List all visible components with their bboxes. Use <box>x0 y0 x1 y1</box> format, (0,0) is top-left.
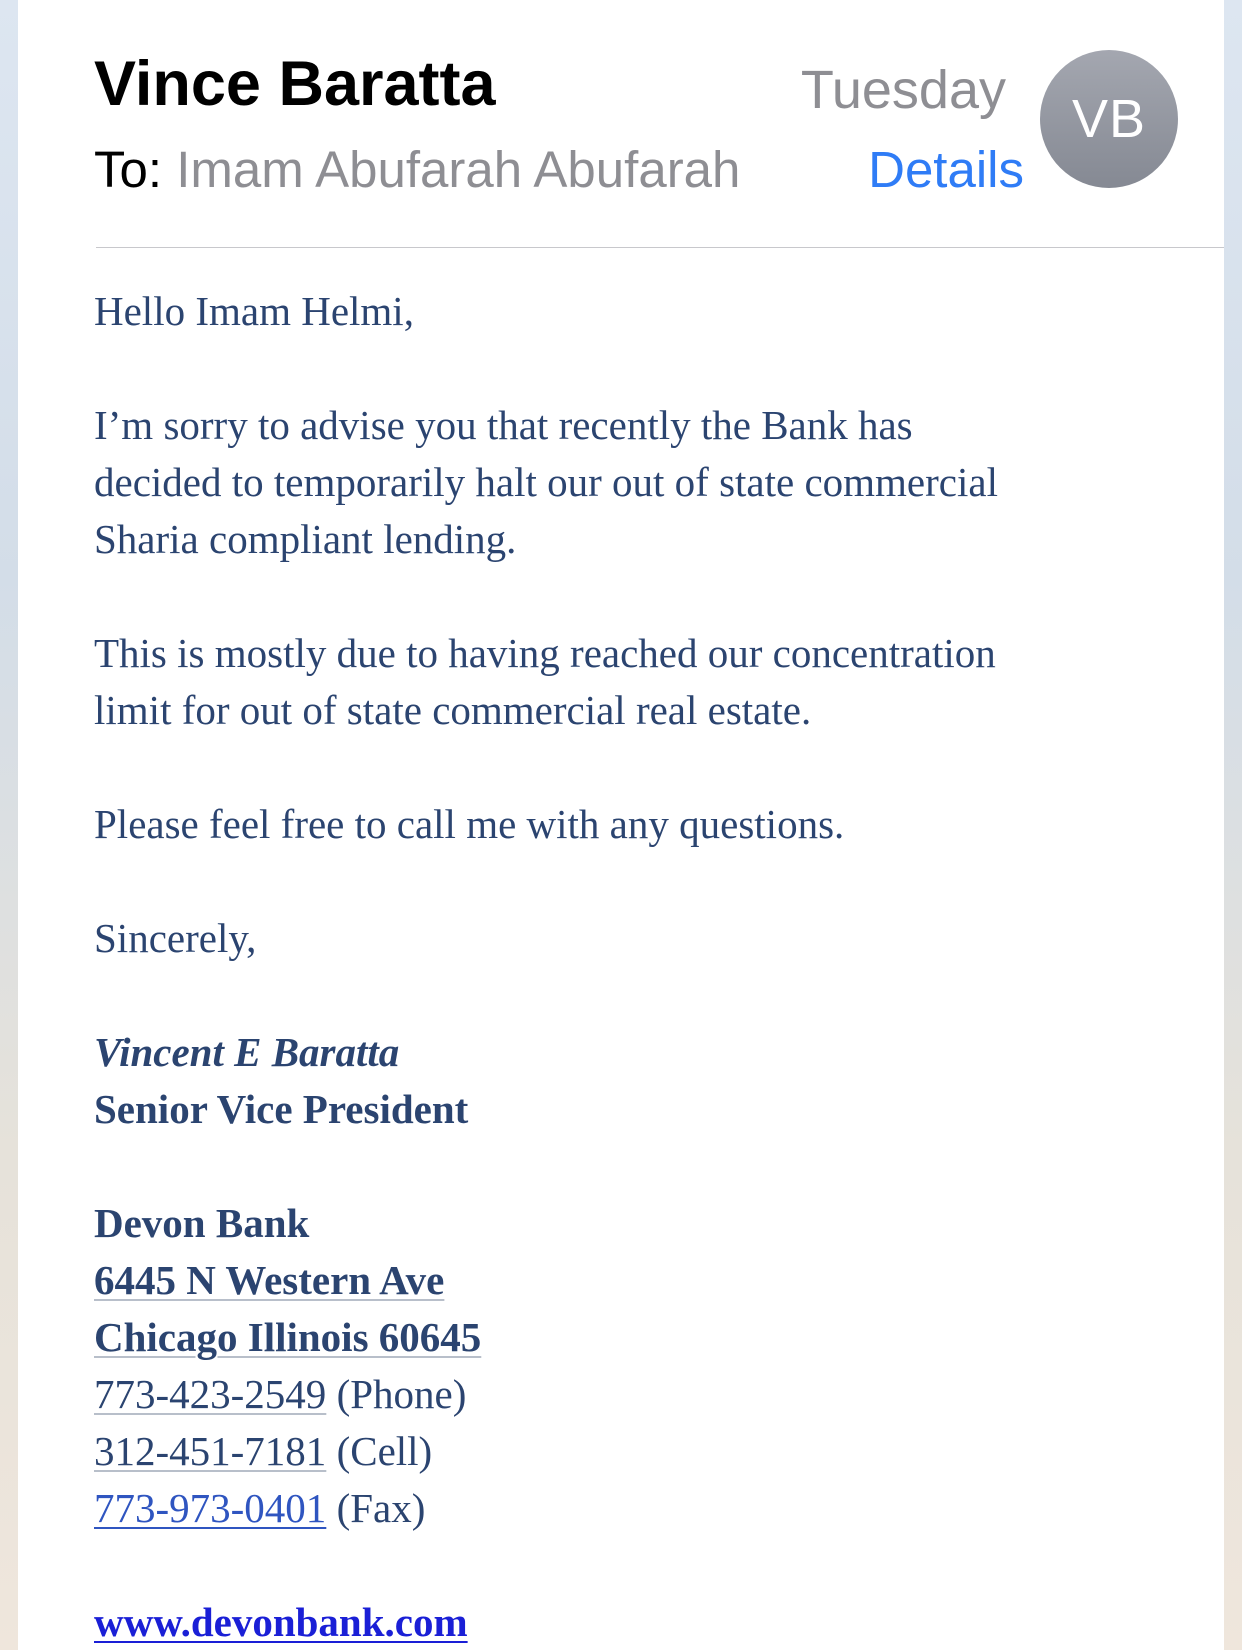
paragraph-advise <box>94 397 1154 568</box>
fax-label: (Fax) <box>336 1485 426 1531</box>
to-label: To: <box>94 141 163 198</box>
sender-name[interactable]: Vince Baratta <box>94 49 496 119</box>
signature-name: Vincent E Baratta <box>94 1029 400 1075</box>
cell-number-link[interactable]: 312-451-7181 <box>94 1428 327 1474</box>
address-line-1 <box>94 1252 1154 1309</box>
bank-contact-block <box>94 1195 1154 1537</box>
phone-number-link[interactable]: 773-423-2549 <box>94 1371 327 1417</box>
recipients-line <box>94 130 1024 210</box>
bank-name: Devon Bank <box>94 1200 310 1246</box>
website-link[interactable]: www.devonbank.com <box>94 1599 468 1645</box>
body-line: This is mostly due to having reached our concentration <box>94 630 996 676</box>
signature-title: Senior Vice President <box>94 1086 469 1132</box>
body-line: I’m sorry to advise you that recently the Bank has <box>94 402 913 448</box>
email-body <box>94 283 1154 1650</box>
address-link-1[interactable]: 6445 N Western Ave <box>94 1257 445 1303</box>
fax-row <box>94 1480 1154 1537</box>
phone-row <box>94 1366 1154 1423</box>
paragraph-reason <box>94 625 1154 739</box>
details-link[interactable]: Details <box>868 141 1024 198</box>
body-line: Sharia compliant lending. <box>94 516 517 562</box>
cell-label: (Cell) <box>336 1428 433 1474</box>
email-date: Tuesday <box>800 60 1006 120</box>
body-line: limit for out of state commercial real estate. <box>94 687 812 733</box>
website-block <box>94 1594 1154 1650</box>
closing: Sincerely, <box>94 915 257 961</box>
greeting: Hello Imam Helmi, <box>94 288 414 334</box>
body-line: decided to temporarily halt our out of state commercial <box>94 459 998 505</box>
phone-label: (Phone) <box>336 1371 467 1417</box>
email-view <box>18 0 1224 1650</box>
recipients[interactable]: Imam Abufarah Abufarah <box>176 141 741 198</box>
cell-row <box>94 1423 1154 1480</box>
sender-avatar[interactable]: VB <box>1040 50 1178 188</box>
header-divider <box>96 247 1224 248</box>
fax-number-link[interactable]: 773-973-0401 <box>94 1485 327 1531</box>
address-link-2[interactable]: Chicago Illinois 60645 <box>94 1314 482 1360</box>
address-line-2 <box>94 1309 1154 1366</box>
paragraph-contact: Please feel free to call me with any questions. <box>94 801 845 847</box>
signature-block <box>94 1024 1154 1138</box>
